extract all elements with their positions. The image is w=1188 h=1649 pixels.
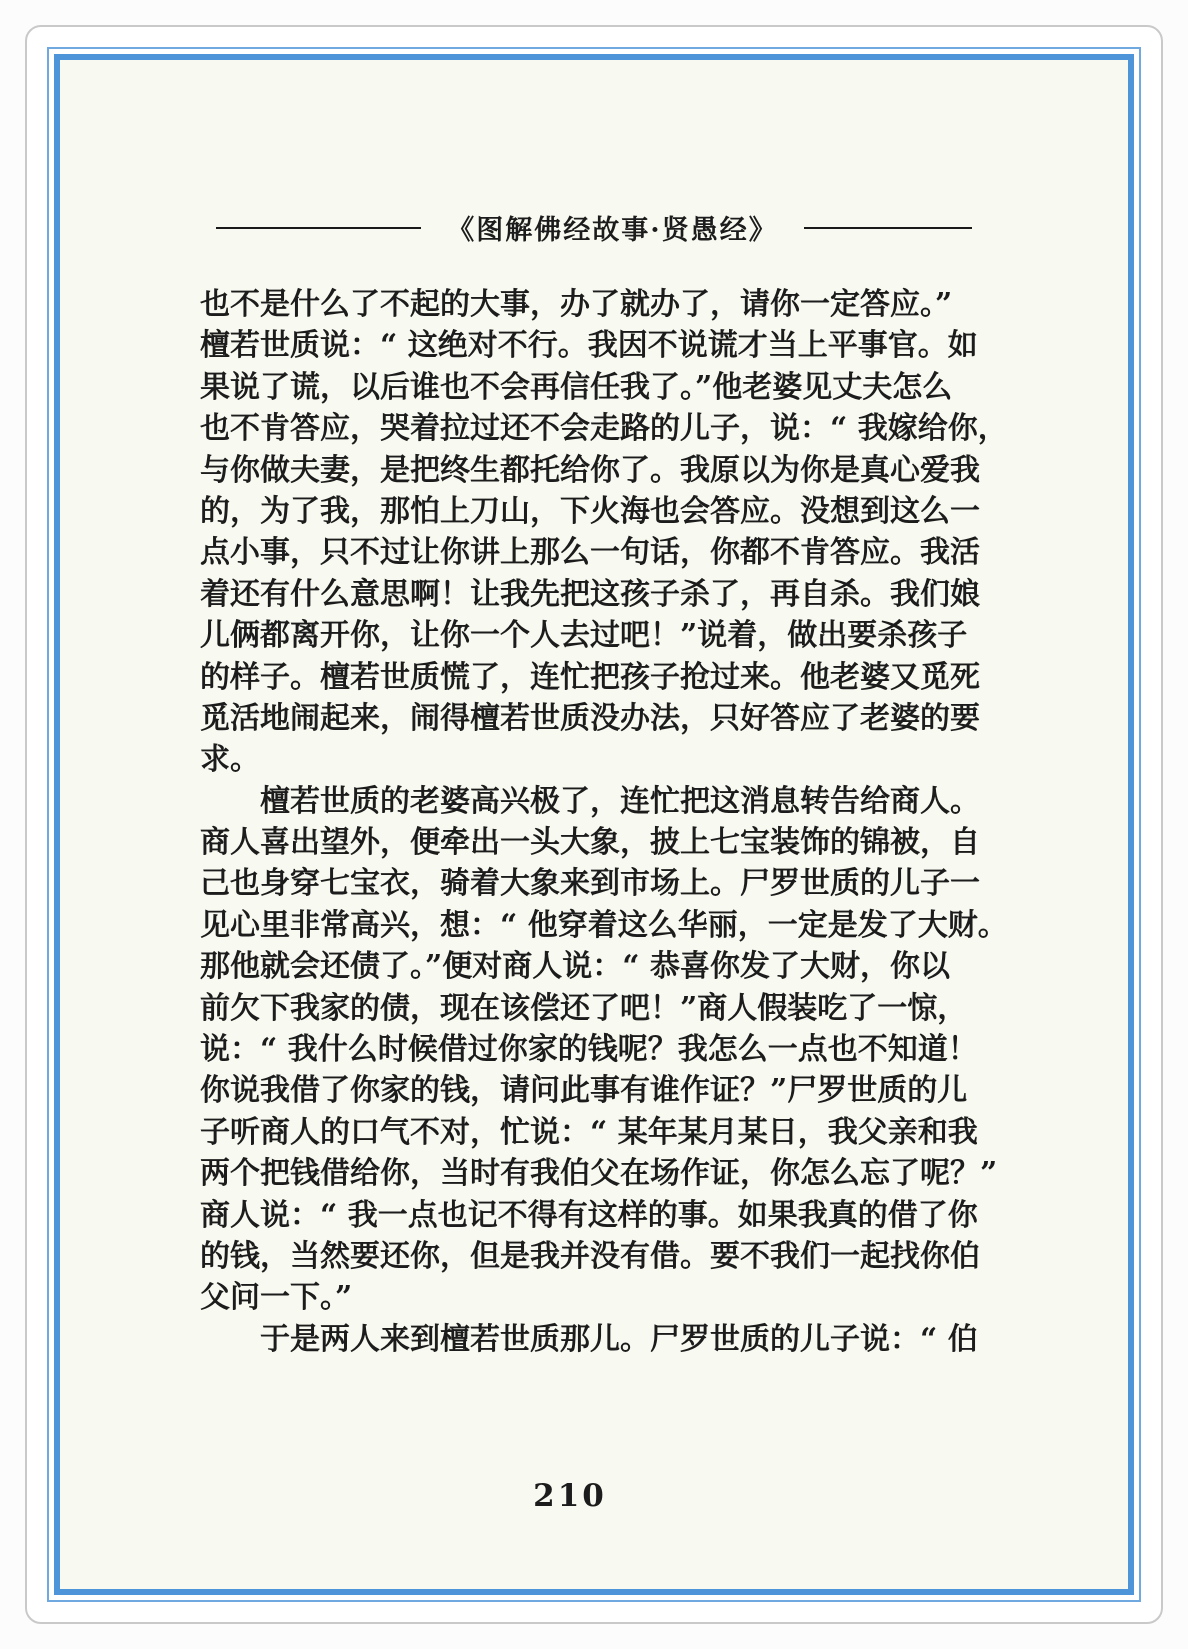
header-rule-right: [804, 227, 972, 229]
text-line: 那他就会还债了。”便对商人说：“ 恭喜你发了大财，你以: [200, 949, 950, 985]
text-line: 商人喜出望外，便牵出一头大象，披上七宝装饰的锦被，自: [200, 825, 980, 861]
text-line: 的钱，当然要还你，但是我并没有借。要不我们一起找你伯: [200, 1238, 980, 1274]
text-line: 着还有什么意思啊！让我先把这孩子杀了，再自杀。我们娘: [200, 576, 980, 612]
text-line: 己也身穿七宝衣，骑着大象来到市场上。尸罗世质的儿子一: [200, 866, 980, 902]
text-line: 子听商人的口气不对，忙说：“ 某年某月某日，我父亲和我: [200, 1114, 978, 1150]
text-line: 说：“ 我什么时候借过你家的钱呢？我怎么一点也不知道！: [200, 1032, 978, 1068]
text-line: 父问一下。”: [200, 1280, 353, 1316]
page-header: [180, 208, 1008, 247]
text-line: 觅活地闹起来，闹得檀若世质没办法，只好答应了老婆的要: [200, 700, 980, 736]
page-card: [25, 25, 1163, 1624]
text-line: 求。: [200, 742, 260, 778]
inner-blue-frame: [54, 54, 1134, 1595]
text-line: 儿俩都离开你，让你一个人去过吧！”说着，做出要杀孩子: [200, 618, 968, 654]
page-number: 210: [533, 1478, 607, 1514]
text-line: 商人说：“ 我一点也记不得有这样的事。如果我真的借了你: [200, 1197, 978, 1233]
text-line: 的，为了我，那怕上刀山，下火海也会答应。没想到这么一: [200, 493, 980, 529]
text-line: 你说我借了你家的钱，请问此事有谁作证？”尸罗世质的儿: [200, 1073, 968, 1109]
header-rule-left: [216, 227, 421, 229]
text-line: 前欠下我家的债，现在该偿还了吧！”商人假装吃了一惊，: [200, 990, 968, 1026]
text-line: 檀若世质的老婆高兴极了，连忙把这消息转告给商人。: [260, 783, 980, 819]
text-line: 见心里非常高兴，想：“ 他穿着这么华丽，一定是发了大财。: [200, 907, 1008, 943]
text-line: 檀若世质说：“ 这绝对不行。我因不说谎才当上平事官。如: [200, 328, 978, 364]
text-line: 于是两人来到檀若世质那儿。尸罗世质的儿子说：“ 伯: [260, 1321, 978, 1357]
text-line: 果说了谎，以后谁也不会再信任我了。”他老婆见丈夫怎么: [200, 369, 953, 405]
text-line: 两个把钱借给你，当时有我伯父在场作证，你怎么忘了呢？”: [200, 1156, 998, 1192]
text-line: 与你做夫妻，是把终生都托给你了。我原以为你是真心爱我: [200, 452, 980, 488]
outer-blue-frame: [47, 47, 1141, 1602]
text-line: 也不是什么了不起的大事，办了就办了，请你一定答应。”: [200, 287, 953, 322]
text-line: 点小事，只不过让你讲上那么一句话，你都不肯答应。我活: [200, 535, 980, 571]
book-title: 《图解佛经故事·贤愚经》: [447, 215, 778, 246]
text-line: 的样子。檀若世质慌了，连忙把孩子抢过来。他老婆又觅死: [200, 659, 980, 695]
body-text: [200, 284, 1008, 1360]
text-line: 也不肯答应，哭着拉过还不会走路的儿子，说：“ 我嫁给你，: [200, 411, 1008, 447]
page-content: [60, 60, 1128, 1589]
